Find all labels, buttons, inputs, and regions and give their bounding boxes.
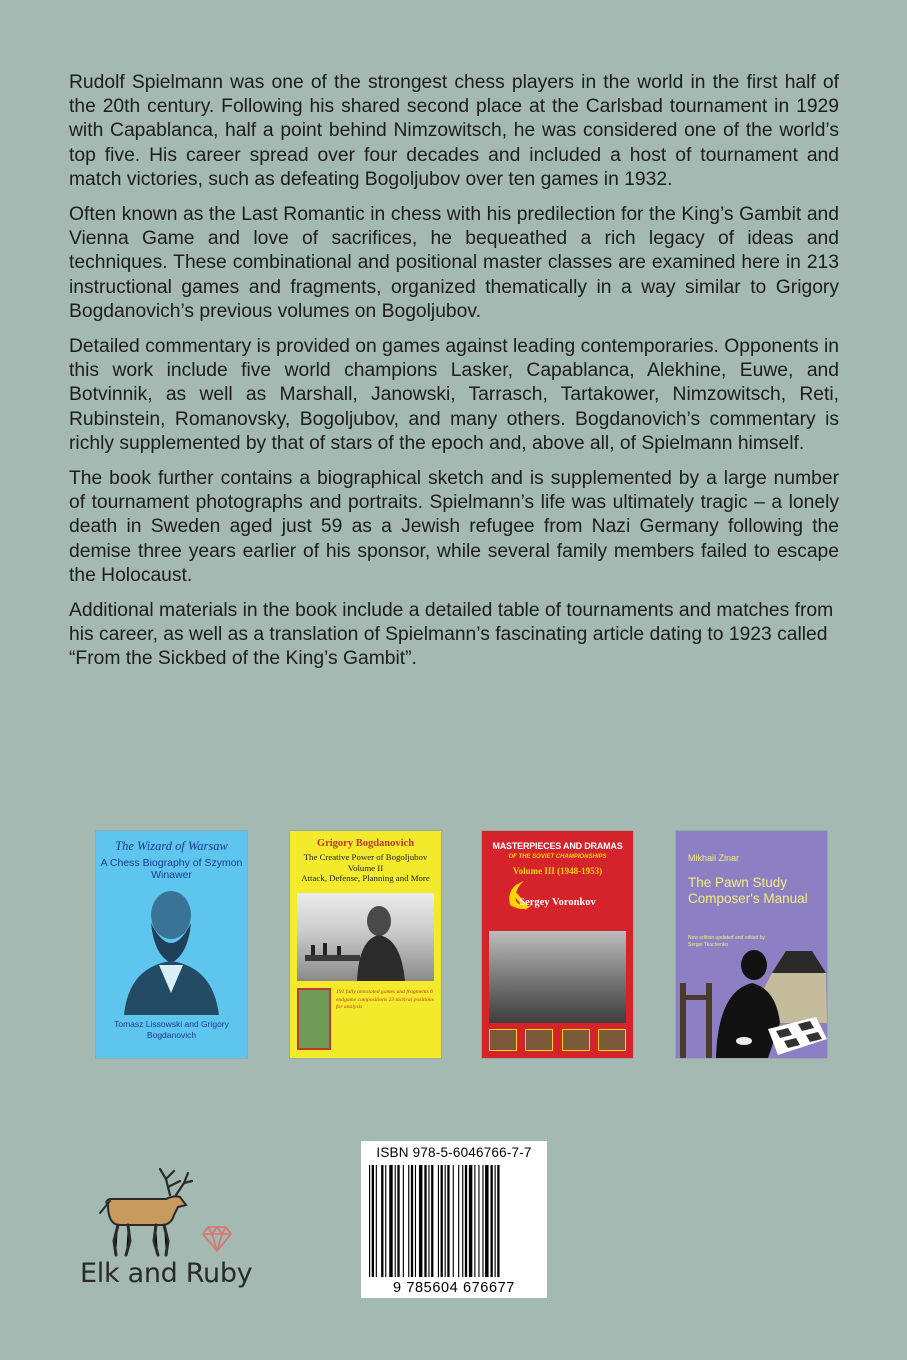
barcode-bar — [411, 1165, 413, 1277]
barcode-bar — [403, 1165, 404, 1277]
cover-title: The Pawn Study Composer's Manual — [688, 875, 808, 906]
thumbnail — [489, 1029, 517, 1051]
barcode-bar — [469, 1165, 472, 1277]
barcode-bar — [465, 1165, 467, 1277]
barcode-bar — [453, 1165, 454, 1277]
cover-author: Mikhail Zinar — [688, 853, 740, 863]
cover-title: The Creative Power of Bogoljubov — [303, 852, 428, 862]
barcode-bar — [376, 1165, 377, 1277]
barcode-bar — [445, 1165, 446, 1277]
blurb-paragraph-4: The book further contains a biographical sketch and is supplemented by a large number of tournament photographs and portraits. Spielmann’s life was ultimately tragic – a lonely death in Sweden aged just 59 as a Jewish refugee from Nazi Germany following the demise three years earlier of his sponsor, while several family members failed to escape the Holocaust. — [69, 468, 839, 586]
cover-author: Sergey Voronkov — [519, 897, 596, 908]
barcode-bars — [369, 1165, 539, 1277]
thumbnail — [562, 1029, 590, 1051]
blurb-paragraph-5: Additional materials in the book include a detailed table of tournaments and matches from his career, as well as a translation of Spielmann’s fascinating article dating to 1923 called “From the Sickbed of the King’s Gambit”. — [69, 600, 834, 670]
cover-volume: Volume III (1948-1953) — [512, 866, 603, 876]
cover-thumbnails — [489, 1029, 626, 1051]
barcode-bar — [381, 1165, 383, 1277]
cover-author: Grigory Bogdanovich — [316, 838, 415, 849]
barcode-bar — [441, 1165, 443, 1277]
barcode-bar — [431, 1165, 433, 1277]
barcode-bar — [424, 1165, 426, 1277]
elk-icon — [94, 1165, 194, 1257]
barcode-bar — [438, 1165, 439, 1277]
barcode-bar — [397, 1165, 399, 1277]
publisher-logo — [80, 1165, 270, 1300]
portrait-illustration — [114, 883, 229, 1015]
hammer-sickle-icon — [502, 875, 542, 915]
cover-thumbnail — [297, 988, 331, 1050]
thumbnail — [525, 1029, 553, 1051]
thumbnail — [598, 1029, 626, 1051]
isbn-label: ISBN 978-5-6046766-7-7 — [376, 1145, 532, 1160]
barcode-bar — [462, 1165, 463, 1277]
cover-title: The Wizard of Warsaw — [115, 839, 228, 853]
book-cover-creative-power-of-bogoljubov — [290, 831, 441, 1058]
barcode-bar — [372, 1165, 374, 1277]
book-cover-wizard-of-warsaw — [96, 831, 247, 1058]
cover-contents: 191 fully annotated games and fragments 6 endgame compositions 23 tactical positions for analysis — [336, 989, 434, 1010]
book-cover-masterpieces-and-dramas — [482, 831, 633, 1058]
blurb-text — [69, 71, 839, 683]
barcode-bar — [419, 1165, 422, 1277]
barcode-bar — [385, 1165, 386, 1277]
cover-title: MASTERPIECES AND DRAMAS — [492, 841, 623, 851]
barcode-bar — [474, 1165, 475, 1277]
barcode-bar — [495, 1165, 496, 1277]
barcode-bar — [428, 1165, 429, 1277]
barcode-bar — [447, 1165, 449, 1277]
cover-volume: Volume II — [347, 862, 384, 873]
barcode-bar — [389, 1165, 392, 1277]
barcode-bar — [491, 1165, 493, 1277]
publisher-name: Elk and Ruby — [80, 1258, 253, 1289]
cover-note: New edition updated and edited by Sergei Tkachenko — [688, 935, 766, 948]
composer-silhouette-illustration — [676, 943, 827, 1058]
isbn-barcode — [361, 1141, 547, 1298]
cover-subtitle: Attack, Defense, Planning and More — [301, 873, 430, 883]
barcode-bar — [497, 1165, 499, 1277]
barcode-bar — [485, 1165, 488, 1277]
barcode-bar — [369, 1165, 370, 1277]
cover-photo — [297, 893, 434, 981]
ruby-icon — [202, 1223, 232, 1253]
related-books — [0, 831, 907, 1061]
blurb-paragraph-3: Detailed commentary is provided on games against leading contemporaries. Opponents in this work include five world champions Lasker, Capablanca, Alekhine, Euwe, and Botvinnik, as well as Marshall, Janowski, Tarrasch, Tartakower, Nimzowitsch, Reti, Rubinstein, Romanovsky, Bogoljubov, and many others. Bogdanovich’s commentary is richly supplemented by that of stars of the epoch and, above all, of Spielmann himself. — [69, 336, 839, 454]
chess-player-photo — [297, 893, 434, 981]
barcode-bar — [478, 1165, 479, 1277]
barcode-bar — [408, 1165, 409, 1277]
barcode-bar — [482, 1165, 483, 1277]
cover-photo — [489, 931, 626, 1023]
barcode-bar — [458, 1165, 459, 1277]
cover-series: OF THE SOVIET CHAMPIONSHIPS — [508, 854, 607, 860]
barcode-digits: 9 785604 676677 — [393, 1280, 515, 1296]
blurb-paragraph-2: Often known as the Last Romantic in chess with his predilection for the King’s Gambit and Vienna Game and love of sacrifices, he bequeathed a rich legacy of ideas and techniques. These combinational and positional master classes are examined here in 213 instructional games and fragments, organized thematically in a way similar to Grigory Bogdanovich’s previous volumes on Bogoljubov. — [69, 204, 839, 322]
barcode-bar — [415, 1165, 416, 1277]
blurb-paragraph-1: Rudolf Spielmann was one of the strongest chess players in the world in the first half of the 20th century. Following his shared second place at the Carlsbad tournament in 1929 with Capablanca, half a point behind Nimzowitsch, he was considered one of the world’s top five. His career spread over four decades and included a host of tournament and match victories, such as defeating Bogoljubov over ten games in 1932. — [69, 72, 839, 190]
book-cover-pawn-study-composers-manual — [676, 831, 827, 1058]
cover-title-block — [290, 852, 441, 884]
cover-authors: Tomasz Lissowski and Grigory Bogdanovich — [114, 1019, 229, 1040]
barcode-bar — [395, 1165, 396, 1277]
cover-subtitle: A Chess Biography of Szymon Winawer — [100, 857, 243, 881]
